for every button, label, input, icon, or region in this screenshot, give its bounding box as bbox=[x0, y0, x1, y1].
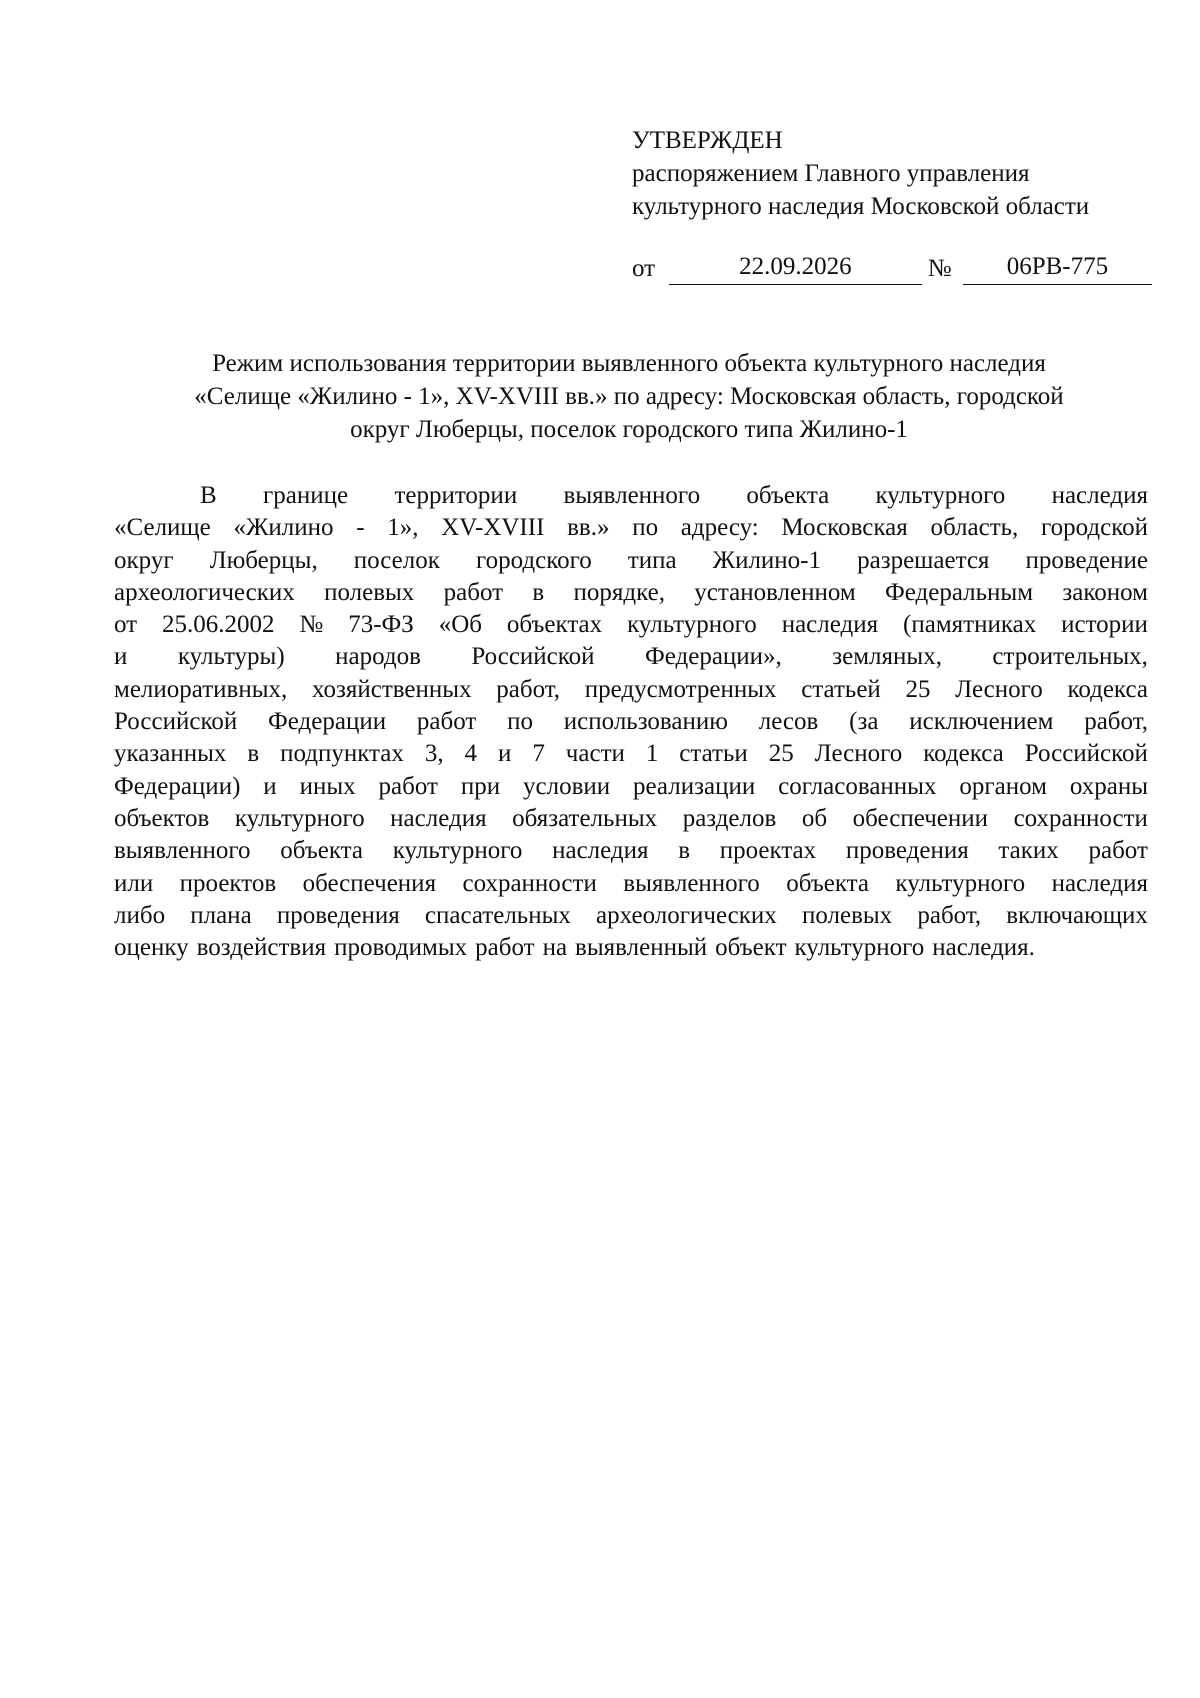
body-word: культурного bbox=[234, 804, 365, 832]
body-word: культурного bbox=[895, 869, 1026, 897]
body-word: археологических bbox=[114, 578, 295, 606]
body-word: оценку bbox=[114, 934, 189, 962]
body-word: органом bbox=[959, 772, 1047, 800]
body-word: от bbox=[114, 611, 138, 639]
body-word: обязательных bbox=[512, 804, 658, 832]
body-word: включающих bbox=[1006, 901, 1148, 929]
body-word: Российской bbox=[114, 708, 238, 736]
body-word: археологических bbox=[596, 901, 777, 929]
body-word: округ bbox=[114, 546, 174, 574]
body-word: работ bbox=[443, 578, 504, 606]
body-word: установленном bbox=[694, 578, 856, 606]
body-word: городского bbox=[475, 546, 592, 574]
body-word: разделов bbox=[682, 804, 777, 832]
body-word: 3, bbox=[424, 740, 444, 768]
body-word: хозяйственных bbox=[311, 675, 472, 703]
body-word: проведения bbox=[276, 901, 400, 929]
body-word: кодекса bbox=[923, 740, 1004, 768]
body-word: Федерации», bbox=[644, 643, 782, 671]
body-word: объекта bbox=[786, 869, 869, 897]
title-line-1: Режим использования территории выявленного объекта культурного наследия bbox=[212, 350, 1046, 377]
body-word: проведения bbox=[845, 837, 969, 865]
body-line bbox=[114, 609, 1148, 641]
body-word: культурного bbox=[392, 837, 523, 865]
body-line bbox=[114, 738, 1148, 770]
body-line bbox=[114, 545, 1148, 577]
body-word: наследия bbox=[390, 804, 487, 832]
body-paragraph bbox=[114, 480, 1148, 964]
body-word: на bbox=[542, 934, 568, 962]
body-word: кодекса bbox=[1067, 675, 1148, 703]
body-word: работ, bbox=[1084, 708, 1148, 736]
body-word: статьей bbox=[801, 675, 881, 703]
body-word: наследия bbox=[1051, 869, 1148, 897]
body-word: в bbox=[678, 837, 691, 865]
body-word: проектах bbox=[719, 837, 817, 865]
body-word: части bbox=[565, 740, 625, 768]
body-word: поселок bbox=[353, 546, 440, 574]
body-word: исключением bbox=[909, 708, 1054, 736]
body-word: Люберцы, bbox=[209, 546, 318, 574]
body-line bbox=[114, 900, 1148, 932]
body-word: охраны bbox=[1069, 772, 1148, 800]
body-line bbox=[114, 803, 1148, 835]
body-word: иных bbox=[299, 772, 356, 800]
body-word: 25 bbox=[905, 675, 931, 703]
body-word: «Селище bbox=[114, 514, 211, 542]
body-word: истории bbox=[1061, 611, 1148, 639]
approval-spacer bbox=[632, 223, 1152, 251]
body-word: 25 bbox=[768, 740, 794, 768]
body-word: культурного bbox=[794, 934, 925, 962]
body-word: указанных bbox=[114, 740, 227, 768]
body-line bbox=[114, 835, 1148, 867]
body-word: работ bbox=[475, 934, 535, 962]
body-word: работ bbox=[1088, 837, 1148, 865]
body-line bbox=[114, 706, 1148, 738]
body-word: (за bbox=[849, 708, 879, 736]
body-word: 7 bbox=[532, 740, 545, 768]
body-word: вв.» bbox=[567, 514, 610, 542]
body-word: объектов bbox=[114, 804, 210, 832]
body-word: сохранности bbox=[462, 869, 597, 897]
approval-meta-row bbox=[632, 251, 1152, 285]
body-word: Жилино-1 bbox=[712, 546, 822, 574]
body-line bbox=[114, 674, 1148, 706]
approval-number: 06РВ-775 bbox=[963, 251, 1152, 285]
body-word: работ bbox=[416, 708, 477, 736]
approval-line-1: распоряжением Главного управления bbox=[632, 160, 1030, 187]
body-word: работ, bbox=[917, 901, 982, 929]
body-word: проводимых bbox=[334, 934, 468, 962]
body-word: сохранности bbox=[1013, 804, 1148, 832]
body-word: XV-XVIII bbox=[441, 514, 545, 542]
body-word: 4 bbox=[464, 740, 478, 768]
body-word: строительных, bbox=[992, 643, 1148, 671]
body-word: подпунктах bbox=[280, 740, 404, 768]
body-word: «Жилино bbox=[233, 514, 334, 542]
title-line-3: округ Люберцы, поселок городского типа Жилино-1 bbox=[350, 416, 908, 443]
body-line bbox=[114, 771, 1148, 803]
body-word: область, bbox=[930, 514, 1019, 542]
approval-heading: УТВЕРЖДЕН bbox=[632, 127, 783, 154]
body-word: территории bbox=[394, 482, 518, 509]
body-word: проектов bbox=[179, 869, 277, 897]
body-word: лесов bbox=[758, 708, 819, 736]
approval-line-2: культурного наследия Московской области bbox=[632, 193, 1090, 220]
body-line bbox=[114, 932, 1148, 964]
body-word: - bbox=[356, 514, 365, 542]
body-word: и bbox=[263, 772, 277, 800]
body-word: наследия bbox=[552, 837, 649, 865]
body-word: разрешается bbox=[857, 546, 990, 574]
body-word: согласованных bbox=[778, 772, 937, 800]
body-word: при bbox=[460, 772, 501, 800]
body-word: и bbox=[114, 643, 128, 671]
body-word: (памятниках bbox=[903, 611, 1037, 639]
body-word: объекта bbox=[746, 482, 830, 509]
body-word: 73-ФЗ bbox=[348, 611, 414, 639]
body-word: выявленного bbox=[114, 837, 251, 865]
body-word: выявленного bbox=[623, 869, 760, 897]
body-word: объекта bbox=[280, 837, 363, 865]
body-line bbox=[114, 577, 1148, 609]
body-word: воздействия bbox=[196, 934, 327, 962]
body-word: 1», bbox=[387, 514, 419, 542]
approval-block bbox=[632, 124, 1152, 285]
body-word: Российской bbox=[471, 643, 595, 671]
body-word: В bbox=[200, 482, 217, 509]
body-word: в bbox=[532, 578, 545, 606]
body-word: адресу: bbox=[680, 514, 759, 542]
body-word: реализации bbox=[633, 772, 756, 800]
body-word: Федерации) bbox=[114, 772, 241, 800]
body-word: объектах bbox=[506, 611, 603, 639]
body-word: и bbox=[498, 740, 512, 768]
body-word: мелиоративных, bbox=[114, 675, 288, 703]
body-line bbox=[114, 480, 1148, 512]
body-word: об bbox=[801, 804, 828, 832]
number-label: № bbox=[927, 255, 952, 282]
body-word: работ bbox=[378, 772, 438, 800]
title-line-2: «Селище «Жилино - 1», XV-XVIII вв.» по адресу: Московская область, городской bbox=[194, 383, 1064, 410]
body-word: Московская bbox=[781, 514, 908, 542]
body-line bbox=[114, 512, 1148, 544]
body-word: Федерации bbox=[268, 708, 387, 736]
body-word: проведение bbox=[1025, 546, 1148, 574]
body-word: таких bbox=[998, 837, 1059, 865]
approval-date: 22.09.2026 bbox=[669, 251, 922, 285]
body-word: культурного bbox=[627, 611, 757, 639]
body-word: типа bbox=[627, 546, 677, 574]
body-word: обеспечении bbox=[852, 804, 989, 832]
body-word: городской bbox=[1040, 514, 1148, 542]
body-word: «Об bbox=[438, 611, 482, 639]
body-word: земляных, bbox=[832, 643, 942, 671]
body-word: наследия bbox=[1051, 482, 1148, 509]
body-word: по bbox=[632, 514, 659, 542]
body-word: либо bbox=[114, 901, 166, 929]
body-word: в bbox=[247, 740, 260, 768]
body-word: Федеральным bbox=[885, 578, 1034, 606]
body-word: границе bbox=[263, 482, 349, 509]
body-word: 25.06.2002 bbox=[162, 611, 275, 639]
body-word: по bbox=[507, 708, 533, 736]
body-word: № bbox=[299, 611, 324, 639]
body-word: спасательных bbox=[424, 901, 571, 929]
body-word: Российской bbox=[1024, 740, 1148, 768]
body-word: выявленного bbox=[563, 482, 701, 509]
body-word: законом bbox=[1062, 578, 1148, 606]
body-word: статьи bbox=[679, 740, 748, 768]
body-word: Лесного bbox=[955, 675, 1043, 703]
body-word: народов bbox=[335, 643, 421, 671]
body-word: 1 bbox=[645, 740, 659, 768]
body-word: культуры) bbox=[177, 643, 285, 671]
body-word: или bbox=[114, 869, 154, 897]
document-title bbox=[110, 347, 1148, 446]
body-word: Лесного bbox=[814, 740, 903, 768]
body-word: работ, bbox=[496, 675, 561, 703]
body-word: плана bbox=[190, 901, 252, 929]
body-word: обеспечения bbox=[302, 869, 437, 897]
body-word: условии bbox=[523, 772, 611, 800]
body-word: полевых bbox=[324, 578, 415, 606]
body-word: выявленный bbox=[575, 934, 708, 962]
body-word: культурного bbox=[875, 482, 1006, 509]
from-label: от bbox=[632, 255, 656, 282]
body-word: предусмотренных bbox=[584, 675, 777, 703]
body-word: полевых bbox=[801, 901, 893, 929]
body-word: наследия. bbox=[932, 934, 1035, 962]
body-word: использованию bbox=[563, 708, 728, 736]
body-word: наследия bbox=[781, 611, 879, 639]
body-word: порядке, bbox=[573, 578, 665, 606]
body-word: объект bbox=[715, 934, 787, 962]
body-line bbox=[114, 868, 1148, 900]
body-line bbox=[114, 641, 1148, 673]
